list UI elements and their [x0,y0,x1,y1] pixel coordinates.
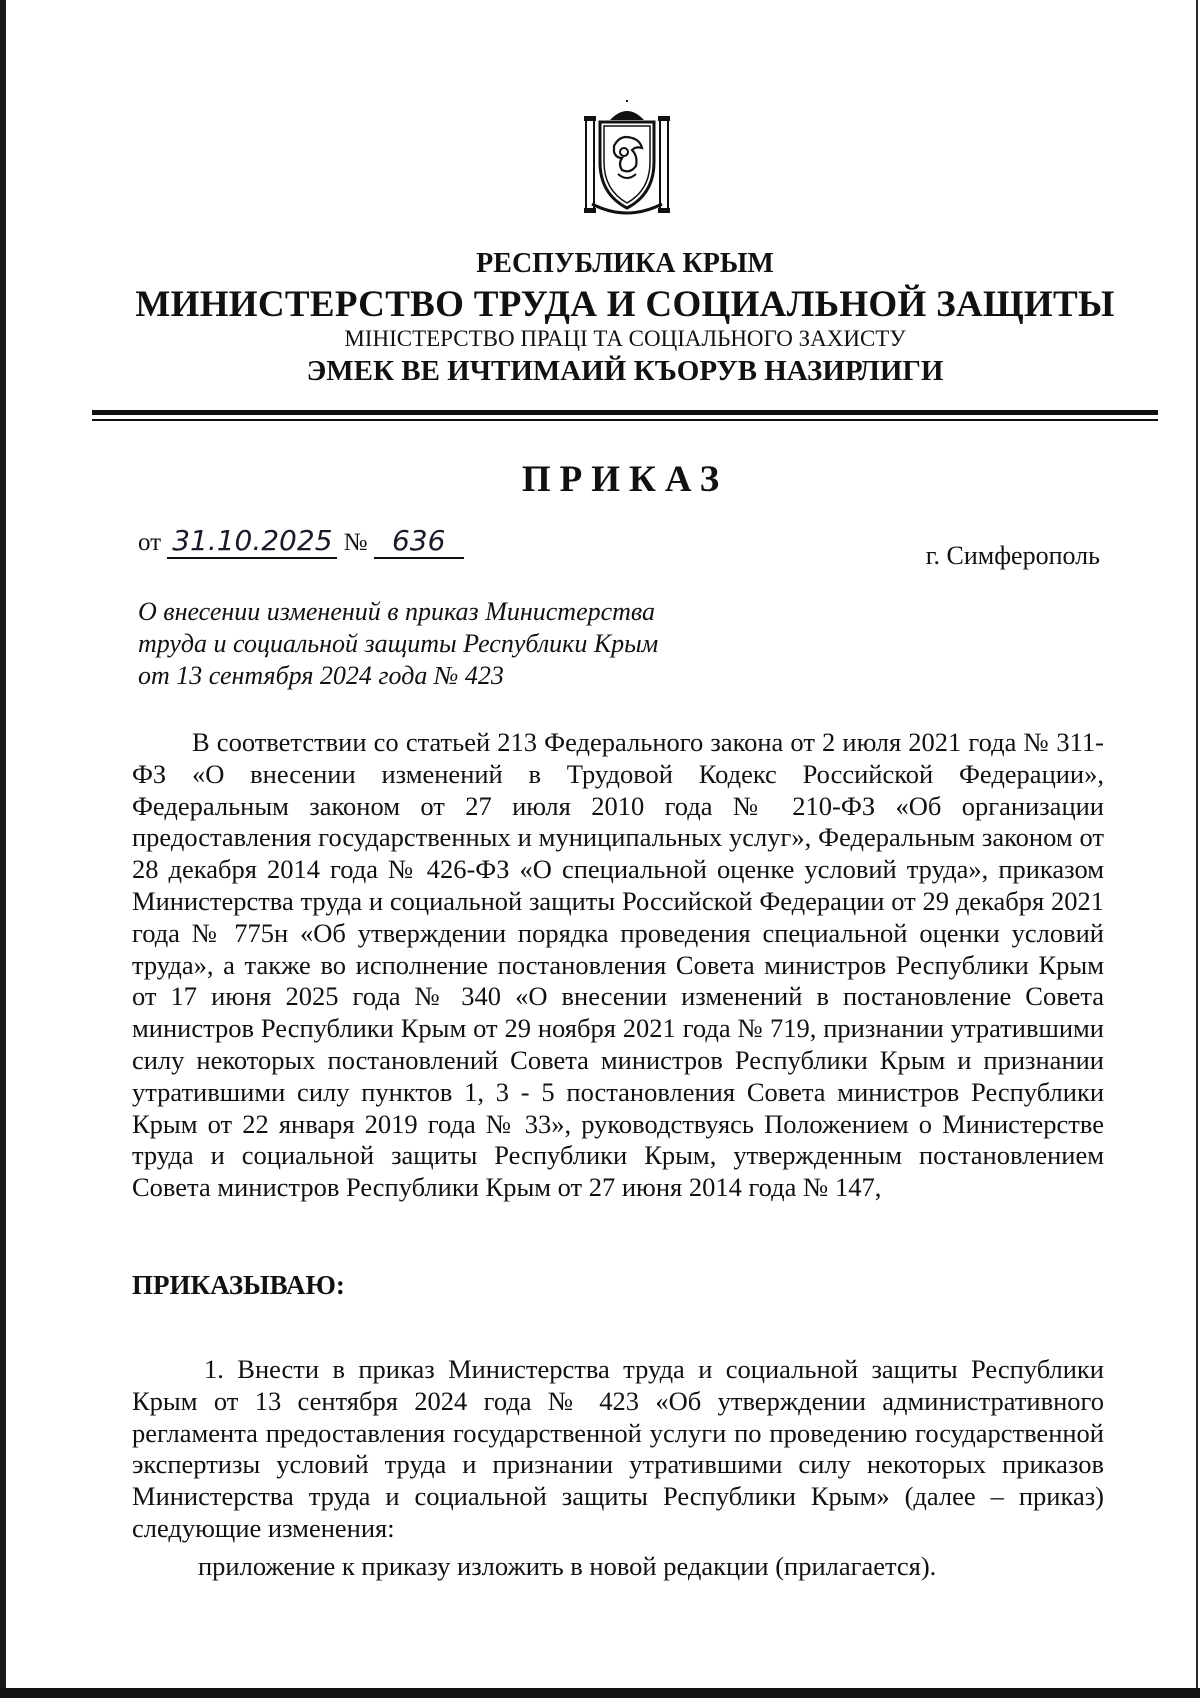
subject-line: от 13 сентября 2024 года № 423 [138,661,504,690]
date-number-line [138,524,464,559]
orders-heading: ПРИКАЗЫВАЮ: [132,1270,345,1300]
scan-edge-bottom [0,1688,1200,1698]
header-divider-thick [92,410,1158,415]
document-title: ПРИКАЗ [521,459,729,500]
city: г. Симферополь [925,541,1100,570]
header-ministry-uk: МІНІСТЕРСТВО ПРАЦІ ТА СОЦІАЛЬНОГО ЗАХИСТУ [344,326,906,351]
date-prefix: от [138,529,162,556]
header-ministry-crh: ЭМЕК ВЕ ИЧТИМАИЙ КЪОРУВ НАЗИРЛИГИ [306,355,944,387]
subject-line: О внесении изменений в приказ Министерства [138,597,656,626]
number-prefix: № [343,529,368,556]
subject-line: труда и социальной защиты Республики Крым [138,629,659,658]
order-item-1-sub: приложение к приказу изложить в новой редакции (прилагается). [198,1551,937,1581]
order-item-1: 1. Внести в приказ Министерства труда и социальной защиты Республики Крым от 13 сентября 2024 года № 423 «Об утверждении административного регламента предоставления государственной услуги по проведению государственной экспертизы условий труда и признании утратившими силу некоторых приказов Министерства труда и социальной защиты Республики Крым» (далее – приказ) следующие изменения: [132,1354,1104,1543]
header-ministry-ru: МИНИСТЕРСТВО ТРУДА И СОЦИАЛЬНОЙ ЗАЩИТЫ [135,284,1115,325]
header-divider-thin [92,419,1158,421]
crimea-coat-of-arms-icon [582,100,672,218]
header-republic: РЕСПУБЛИКА КРЫМ [476,248,774,279]
preamble-paragraph: В соответствии со статьей 213 Федерального закона от 2 июля 2021 года № 311-ФЗ «О внесении изменений в Трудовой Кодекс Российской Федерации», Федеральным законом от 27 июля 2010 года № 210-ФЗ «Об организации предоставления государственных и муниципальных услуг», Федеральным законом от 28 декабря 2014 года № 426-ФЗ «О специальной оценке условий труда», приказом Министерства труда и социальной защиты Российской Федерации от 29 декабря 2021 года № 775н «Об утверждении порядка проведения специальной оценки условий труда», а также во исполнение постановления Совета министров Республики Крым от 17 июня 2025 года № 340 «О внесении изменений в постановление Совета министров Республики Крым от 29 ноября 2021 года № 719, признании утратившими силу некоторых постановлений Совета министров Республики Крым и признании утратившими силу пунктов 1, 3 - 5 постановления Совета министров Республики Крым от 22 января 2019 года № 33», руководствуясь Положением о Министерстве труда и социальной защиты Республики Крым, утвержденным постановлением Совета министров Республики Крым от 27 июня 2014 года № 147, [132,727,1104,1203]
order-subject [138,596,658,692]
handwritten-date: 31.10.2025 [167,527,337,559]
handwritten-number: 636 [374,527,464,559]
